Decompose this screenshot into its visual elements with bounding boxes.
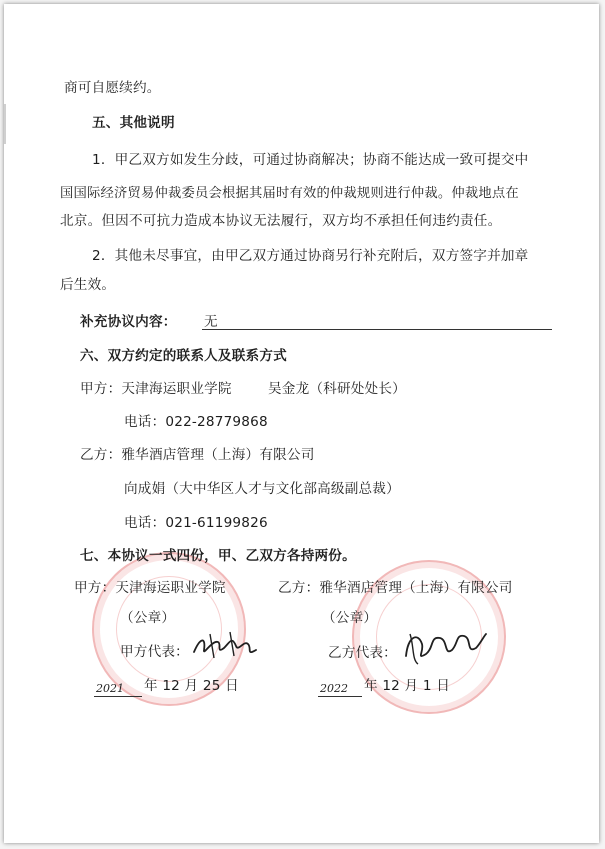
handwritten-signature-a — [190, 628, 260, 662]
party-b-phone: 电话：021-61199826 — [124, 515, 268, 531]
supplement-value: 无 — [204, 314, 218, 330]
date-b-year: 2022 — [320, 682, 348, 695]
party-b-contact: 向成娟（大中华区人才与文化部高级副总裁） — [124, 481, 400, 497]
section-heading-7: 七、本协议一式四份，甲、乙双方各持两份。 — [80, 548, 356, 564]
party-b-name: 乙方：雅华酒店管理（上海）有限公司 — [80, 447, 315, 463]
section-heading-6: 六、双方约定的联系人及联系方式 — [80, 348, 287, 364]
representative-label-b: 乙方代表： — [328, 645, 397, 661]
text-line: 后生效。 — [60, 277, 116, 293]
supplement-label: 补充协议内容： — [80, 314, 177, 330]
date-a-year-underline — [94, 696, 142, 697]
signature-party-b-name: 乙方：雅华酒店管理（上海）有限公司 — [278, 580, 513, 596]
supplement-underline — [202, 329, 552, 330]
handwritten-signature-b — [400, 626, 490, 668]
text-line: 北京。但因不可抗力造成本协议无法履行，双方均不承担任何违约责任。 — [60, 213, 502, 229]
signature-party-a-name: 甲方：天津海运职业学院 — [74, 580, 226, 596]
text-line: 1．甲乙双方如发生分歧，可通过协商解决；协商不能达成一致可提交中 — [92, 152, 529, 168]
text-line: 商可自愿续约。 — [64, 80, 161, 96]
date-a-text: 年 12 月 25 日 — [144, 678, 239, 694]
party-a-name: 甲方：天津海运职业学院 — [80, 381, 232, 397]
document-page — [4, 4, 599, 843]
seal-label-a: （公章） — [120, 610, 176, 626]
seal-label-b: （公章） — [322, 610, 378, 626]
representative-label-a: 甲方代表： — [120, 644, 189, 660]
section-heading-5: 五、其他说明 — [92, 115, 175, 131]
text-line: 国国际经济贸易仲裁委员会根据其届时有效的仲裁规则进行仲裁。仲裁地点在 — [60, 186, 519, 201]
text-line: 2．其他未尽事宜，由甲乙双方通过协商另行补充附后，双方签字并加章 — [92, 248, 529, 264]
date-a-year: 2021 — [96, 682, 124, 695]
date-b-text: 年 12 月 1 日 — [364, 678, 451, 694]
party-a-contact: 吴金龙（科研处处长） — [268, 381, 406, 397]
date-b-year-underline — [318, 696, 362, 697]
party-a-phone: 电话：022-28779868 — [124, 414, 268, 430]
scan-edge-mark — [4, 104, 10, 144]
